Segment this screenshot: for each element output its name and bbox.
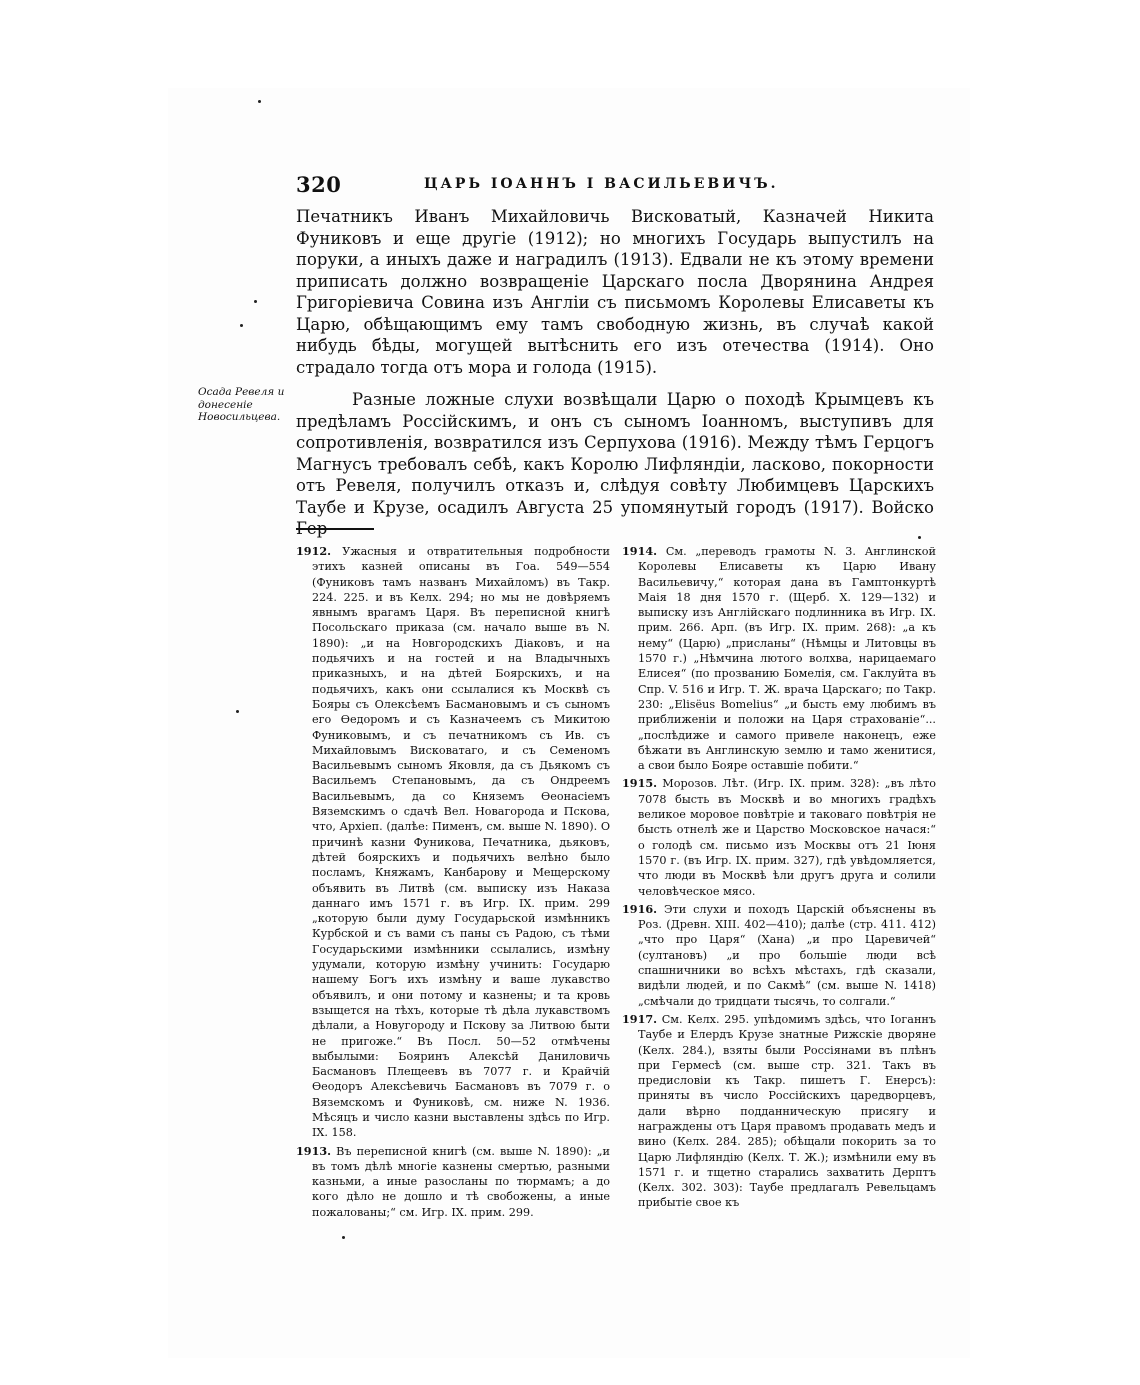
footnote-number: 1912. <box>296 544 332 558</box>
footnotes-right-column <box>622 544 936 1214</box>
footnote-text: Эти слухи и походъ Царскій объяснены въ Роз. (Древн. XIII. 402—410); далѣе (стр. 411. 412) „что про Царя“ (Хана) „и про Царевичей“ (султановъ) „и про большіе люди всѣ спашничники во всѣхъ мѣстахъ, гдѣ сказали, видѣли людей, и по Сакмѣ“ (см. выше N. 1418) „смѣчали до тридцати тысячь, то солгали.“ <box>638 902 936 1008</box>
footnote-1917 <box>622 1012 936 1211</box>
footnote-text: См. „переводъ грамоты N. 3. Англинской Королевы Елисаветы къ Царю Ивану Васильевичу,“ которая дана въ Гамптонкуртѣ Маія 18 дня 1570 г. (Щерб. X. 129—132) и выписку изъ Англійскаго подлинника въ Игр. IX. прим. 266. Арп. (въ Игр. IX. прим. 268): „а къ нему“ (Царю) „присланы“ (Нѣмцы и Литовцы въ 1570 г.) „Нѣмчина лютого волхва, нарицаемаго Елисея“ (по прозванию Бомелія, см. Гаклуйта въ Спр. V. 516 и Игр. Т. Ж. врача Царскаго; по Такр. 230: „Elisëus Bomelius“ „и бысть ему любимъ въ приближеніи и положи на Царя страхованіе“... „послѣдиже и самого привеле наконецъ, еже бѣжати въ Англинскую землю и тамо женитися, а свои было Бояре оставшіе побити.“ <box>638 545 936 773</box>
main-paragraph-1: Печатникъ Иванъ Михайловичь Висковатый, Казначей Никита Фуниковъ и еще другіе (1912); но многихъ Государь выпустилъ на поруки, а иныхъ даже и наградилъ (1913). Едвали не къ этому времени приписать должно возвращеніе Царскаго посла Дворянина Андрея Григоріевича Совина изъ Англіи съ письмомъ Королевы Елисаветы къ Царю, обѣщающимъ ему тамъ свободную жизнь, въ случаѣ какой нибудь бѣды, могущей вытѣснить его изъ отечества (1914). Оно страдало тогда отъ мора и голода (1915). <box>296 207 934 377</box>
scan-speck <box>236 710 239 713</box>
footnote-text: Ужасныя и отвратительныя подробности этихъ казней описаны въ Гоа. 549—554 (Фуниковъ тамъ названъ Михайломъ) въ Такр. 224. 225. и въ Келх. 294; но мы не довѣряемъ явнымъ врагамъ Царя. Въ переписной книгѣ Посольскаго приказа (см. начало выше въ N. 1890): „и на Новгородскихъ Діаковъ, и на подьячихъ и на гостей и на Владычныхъ приказныхъ, и на дѣтей Боярскихъ, и на подьячихъ, какъ они ссылалися къ Москвѣ съ Бояры съ Олексѣемъ Басмановымъ и съ сыномъ его Ѳедоромъ и съ Казначеемъ съ Микитою Фуниковымъ, и съ печатникомъ съ Ив. съ Михайловымъ Висковатаго, и съ Семеномъ Васильевымъ сыномъ Яковля, да съ Дьякомъ съ Васильемъ Степановымъ, да съ Ондреемъ Васильевымъ, да со Княземъ Ѳеонасіемъ Вяземскимъ о сдачѣ Вел. Новагорода и Пскова, что, Архіеп. (далѣе: Пименъ, см. выше N. 1890). О причинѣ казни Фуникова, Печатника, дьяковъ, дѣтей боярскихъ и подьячихъ велѣно было посламъ, Княжамъ, Канбарову и Мещерскому объявить въ Литвѣ (см. выписку изъ Наказа даннаго имъ 1571 г. въ Игр. IX. прим. 299 „которую были думу Государьской измѣнникъ Курбской и съ вами съ паны съ Радою, съ тѣми Государьскими измѣнники ссылались, измѣну удумали, которую измѣну учинить: Государю нашему Богъ ихъ измѣну и ваше лукавство объявилъ, и они потому и казнены; и та кровь взыщется на тѣхъ, которые тѣ дѣла лукавствомъ дѣлали, а Новугороду и Пскову за Литвою быти не пригоже.“ Въ Посл. 50—52 отмѣчены выбылыми: Бояринъ Алексѣй Даниловичь Басмановъ Плещеевъ въ 7077 г. и Крайчій Ѳеодоръ Алексѣевичь Басмановъ въ 7079 г. о Вяземскомъ и Фуниковѣ, см. ниже N. 1936. Мѣсяцъ и число казни выставлены здѣсь по Игр. IX. 158. <box>312 545 610 1140</box>
footnote-1912 <box>296 544 610 1141</box>
footnote-1914 <box>622 544 936 773</box>
footnote-text: См. Келх. 295. упѣдомимъ здѣсь, что Іоганнъ Таубе и Елердъ Крузе знатные Рижскіе дворяне (Келх. 284.), взяты были Россіянами въ плѣнъ при Гермесѣ (см. выше стр. 321. Такъ въ предисловіи къ Такр. пишетъ Г. Енерсъ): приняты въ число Россійскихъ царедворцевъ, дали вѣрно подданническую присягу и награждены отъ Царя правомъ продавать медъ и вино (Келх. 284. 285); обѣщали покорить за то Царю Лифляндію (Келх. Т. Ж.); измѣнили ему въ 1571 г. и тщетно старались захватить Дерптъ (Келх. 302. 303): Таубе предлагалъ Ревельцамъ прибытіе свое къ <box>638 1012 936 1210</box>
page-header <box>296 172 796 200</box>
scan-speck <box>342 1236 345 1239</box>
footnote-number: 1913. <box>296 1143 332 1158</box>
footnote-1915 <box>622 776 936 898</box>
scan-speck <box>918 536 921 539</box>
main-paragraph-2: Разные ложные слухи возвѣщали Царю о походѣ Крымцевъ къ предѣламъ Россійскимъ, и онъ съ сыномъ Іоанномъ, выступивъ для сопротивленія, возвратился изъ Серпухова (1916). Между тѣмъ Герцогъ Магнусъ требовалъ себѣ, какъ Королю Лифляндіи, ласково, покорности отъ Ревеля, получилъ отказъ и, слѣдуя совѣту Любимцевъ Царскихъ Таубе и Крузе, осадилъ Августа 25 упомянутый городъ (1917). Войско Гер- <box>296 390 934 538</box>
footnote-text: Морозов. Лѣт. (Игр. IX. прим. 328): „въ лѣто 7078 бысть въ Москвѣ и во многихъ градѣхъ великое моровое повѣтріе и таковаго повѣтрія не бысть отнелѣ же и Царство Московское начася:“ о голодѣ см. письмо изъ Москвы отъ 21 Іюня 1570 г. (въ Игр. IX. прим. 327), гдѣ увѣдомляется, что люди въ Москвѣ ѣли другъ друга и солили человѣческое мясо. <box>638 777 937 898</box>
footnote-rule <box>296 528 374 530</box>
running-title: ЦАРЬ ІОАННЪ І ВАСИЛЬЕВИЧЪ. <box>424 176 779 192</box>
scan-speck <box>258 100 261 103</box>
footnote-number: 1915. <box>622 776 658 791</box>
footnote-1913 <box>296 1144 610 1220</box>
footnote-1916 <box>622 902 936 1009</box>
scan-speck <box>240 324 243 327</box>
scan-speck <box>254 300 257 303</box>
footnote-text: Въ переписной книгѣ (см. выше N. 1890): „и въ томъ дѣлѣ многіе казнены смертью, разными казньми, а иные разосланы по тюрмамъ; а до кого дѣло не дошло и тѣ свобожены, а иные пожалованы;“ см. Игр. IX. прим. 299. <box>312 1144 611 1219</box>
footnote-number: 1916. <box>622 901 658 916</box>
page-number: 320 <box>296 172 342 197</box>
footnotes-left-column <box>296 544 610 1223</box>
main-text <box>296 206 934 540</box>
footnote-number: 1917. <box>622 1011 658 1026</box>
margin-note: Осада Ревеля и донесеніе Новосильцева. <box>198 386 285 423</box>
footnote-number: 1914. <box>622 544 658 558</box>
